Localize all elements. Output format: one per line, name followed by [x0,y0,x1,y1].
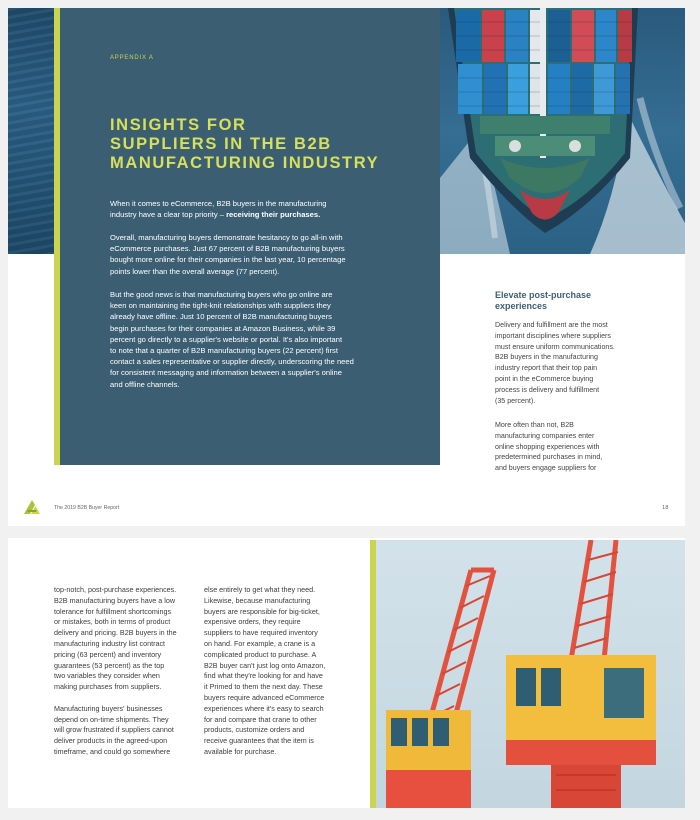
text-line: will grow frustrated if suppliers cannot [54,725,174,735]
logo-icon [22,499,42,515]
text-line: predetermined purchases in mind, [495,453,603,462]
text-line: Delivery and fulfillment are the most [495,321,608,329]
text-line: products, customize orders and [204,725,305,735]
text-line: else entirely to get what they need. [204,585,316,594]
text-line: making purchases from suppliers. [54,682,162,692]
text-line: on hand. For example, a crane is a [204,638,316,648]
text-line: two variables they consider when [54,671,160,681]
sidebar-heading [495,290,625,312]
crane-photo [376,540,685,808]
text-line: buyers require advanced eCommerce [204,692,325,702]
text-line: depend on on-time shipments. They [54,714,169,724]
page-number: 18 [662,505,669,511]
text-line: Manufacturing buyers' businesses [54,703,163,713]
text-line: pricing (63 percent) and inventory [54,649,162,659]
text-segment: industry have a clear top priority – [110,210,227,220]
text-line: begin purchases for their companies at Amazon Business, while 39 [110,323,336,333]
text-line: and offline channels. [110,379,180,389]
text-line: timeframe, and could go somewhere [54,746,171,756]
text-line: point in the eCommerce buying [495,374,594,383]
sidebar-paragraph-predetermined [495,420,635,474]
appendix-label: APPENDIX A [110,55,154,61]
text-line: contact a sales representative or supplier directly, underscoring the need [110,357,354,367]
text-line: find what they're looking for and have [204,671,323,681]
ship-photo [440,8,685,254]
column-2 [204,585,354,758]
footer-report-name: The 2019 B2B Buyer Report [54,505,120,511]
text-line: keen on maintaining the tight-knit relationships with suppliers they [110,301,331,311]
text-line: eCommerce purchases. Just 67 percent of B2B manufacturing buyers [110,244,345,254]
text-line: percent go directly to a supplier's website or portal. It's also important [110,334,343,344]
emphasis-text: receiving their purchases. [226,210,321,220]
text-line: delivery and pricing. B2B buyers in the [54,628,177,638]
paragraph-gap [54,693,199,704]
text-line: But the good news is that manufacturing buyers who go online are [110,290,333,299]
intro-paragraph [110,198,410,220]
title-line: INSIGHTS FOR [110,116,247,134]
paragraph-hesitancy [110,232,410,277]
report-page-19 [8,538,685,808]
text-line: process is delivery and fulfillment [495,385,600,394]
text-line: receive guarantees that the item is [204,736,314,746]
sidebar-paragraph-delivery [495,320,635,406]
text-line: and buyers engage suppliers for [495,464,597,473]
text-line: or mistakes, both in terms of product [54,617,171,627]
text-line: Overall, manufacturing buyers demonstrate hesitancy to go all-in with [110,233,343,242]
text-line: expensive orders, they require [204,617,301,627]
text-line: B2B buyers in the manufacturing [495,353,598,362]
text-line: guarantees (53 percent) as the top [54,660,165,670]
text-line: to note that a quarter of B2B manufacturing buyers (22 percent) first [110,346,338,356]
text-line [110,209,410,220]
text-line: manufacturing industry list contract [54,638,166,648]
title-line: MANUFACTURING INDUSTRY [110,154,380,172]
text-line: suppliers to have required inventory [204,628,318,638]
text-line: bought more online for their companies in the last year, 10 percentage [110,255,346,265]
text-line: (35 percent). [495,396,536,405]
sea-photo-strip [8,8,54,254]
text-line: top-notch, post-purchase experiences. [54,585,177,594]
text-line: B2B buyer can't just log onto Amazon, [204,660,326,670]
text-line: buyers are responsible for big-ticket, [204,606,320,616]
text-line: deliver products in the agreed-upon [54,736,168,746]
text-line: for consistent messaging and information between a supplier's online [110,368,342,378]
text-line: complicated product to purchase. A [204,649,317,659]
text-line: must ensure uniform communications. [495,342,615,351]
report-page-18 [8,8,685,526]
title-line: SUPPLIERS IN THE B2B [110,135,332,153]
text-line: points lower than the overall average (77 percent). [110,266,280,276]
intro-panel [60,8,440,465]
text-line: Likewise, because manufacturing [204,595,311,605]
text-line: B2B manufacturing buyers have a low [54,595,176,605]
heading-line: Elevate post-purchase [495,290,592,300]
text-line: industry report that their top pain [495,364,598,373]
column-1 [54,585,199,758]
text-line: tolerance for fulfillment shortcomings [54,606,172,616]
text-line: for and compare that crane to other [204,714,317,724]
crane-illustration [376,540,685,808]
ship-illustration [440,8,685,254]
text-line: important disciplines where suppliers [495,331,611,340]
text-line: it Primed to them the next day. These [204,682,323,692]
page-title [110,116,430,173]
text-line: available for purchase. [204,746,277,756]
heading-line: experiences [495,301,548,311]
paragraph-good-news [110,289,410,390]
text-line: already have offline. Just 10 percent of B2B manufacturing buyers [110,312,332,322]
text-line: More often than not, B2B [495,421,574,429]
text-line: manufacturing companies enter [495,431,595,440]
text-line: experiences where it's easy to search [204,703,324,713]
text-line: When it comes to eCommerce, B2B buyers in the manufacturing [110,199,327,208]
text-line: online shopping experiences with [495,442,600,451]
